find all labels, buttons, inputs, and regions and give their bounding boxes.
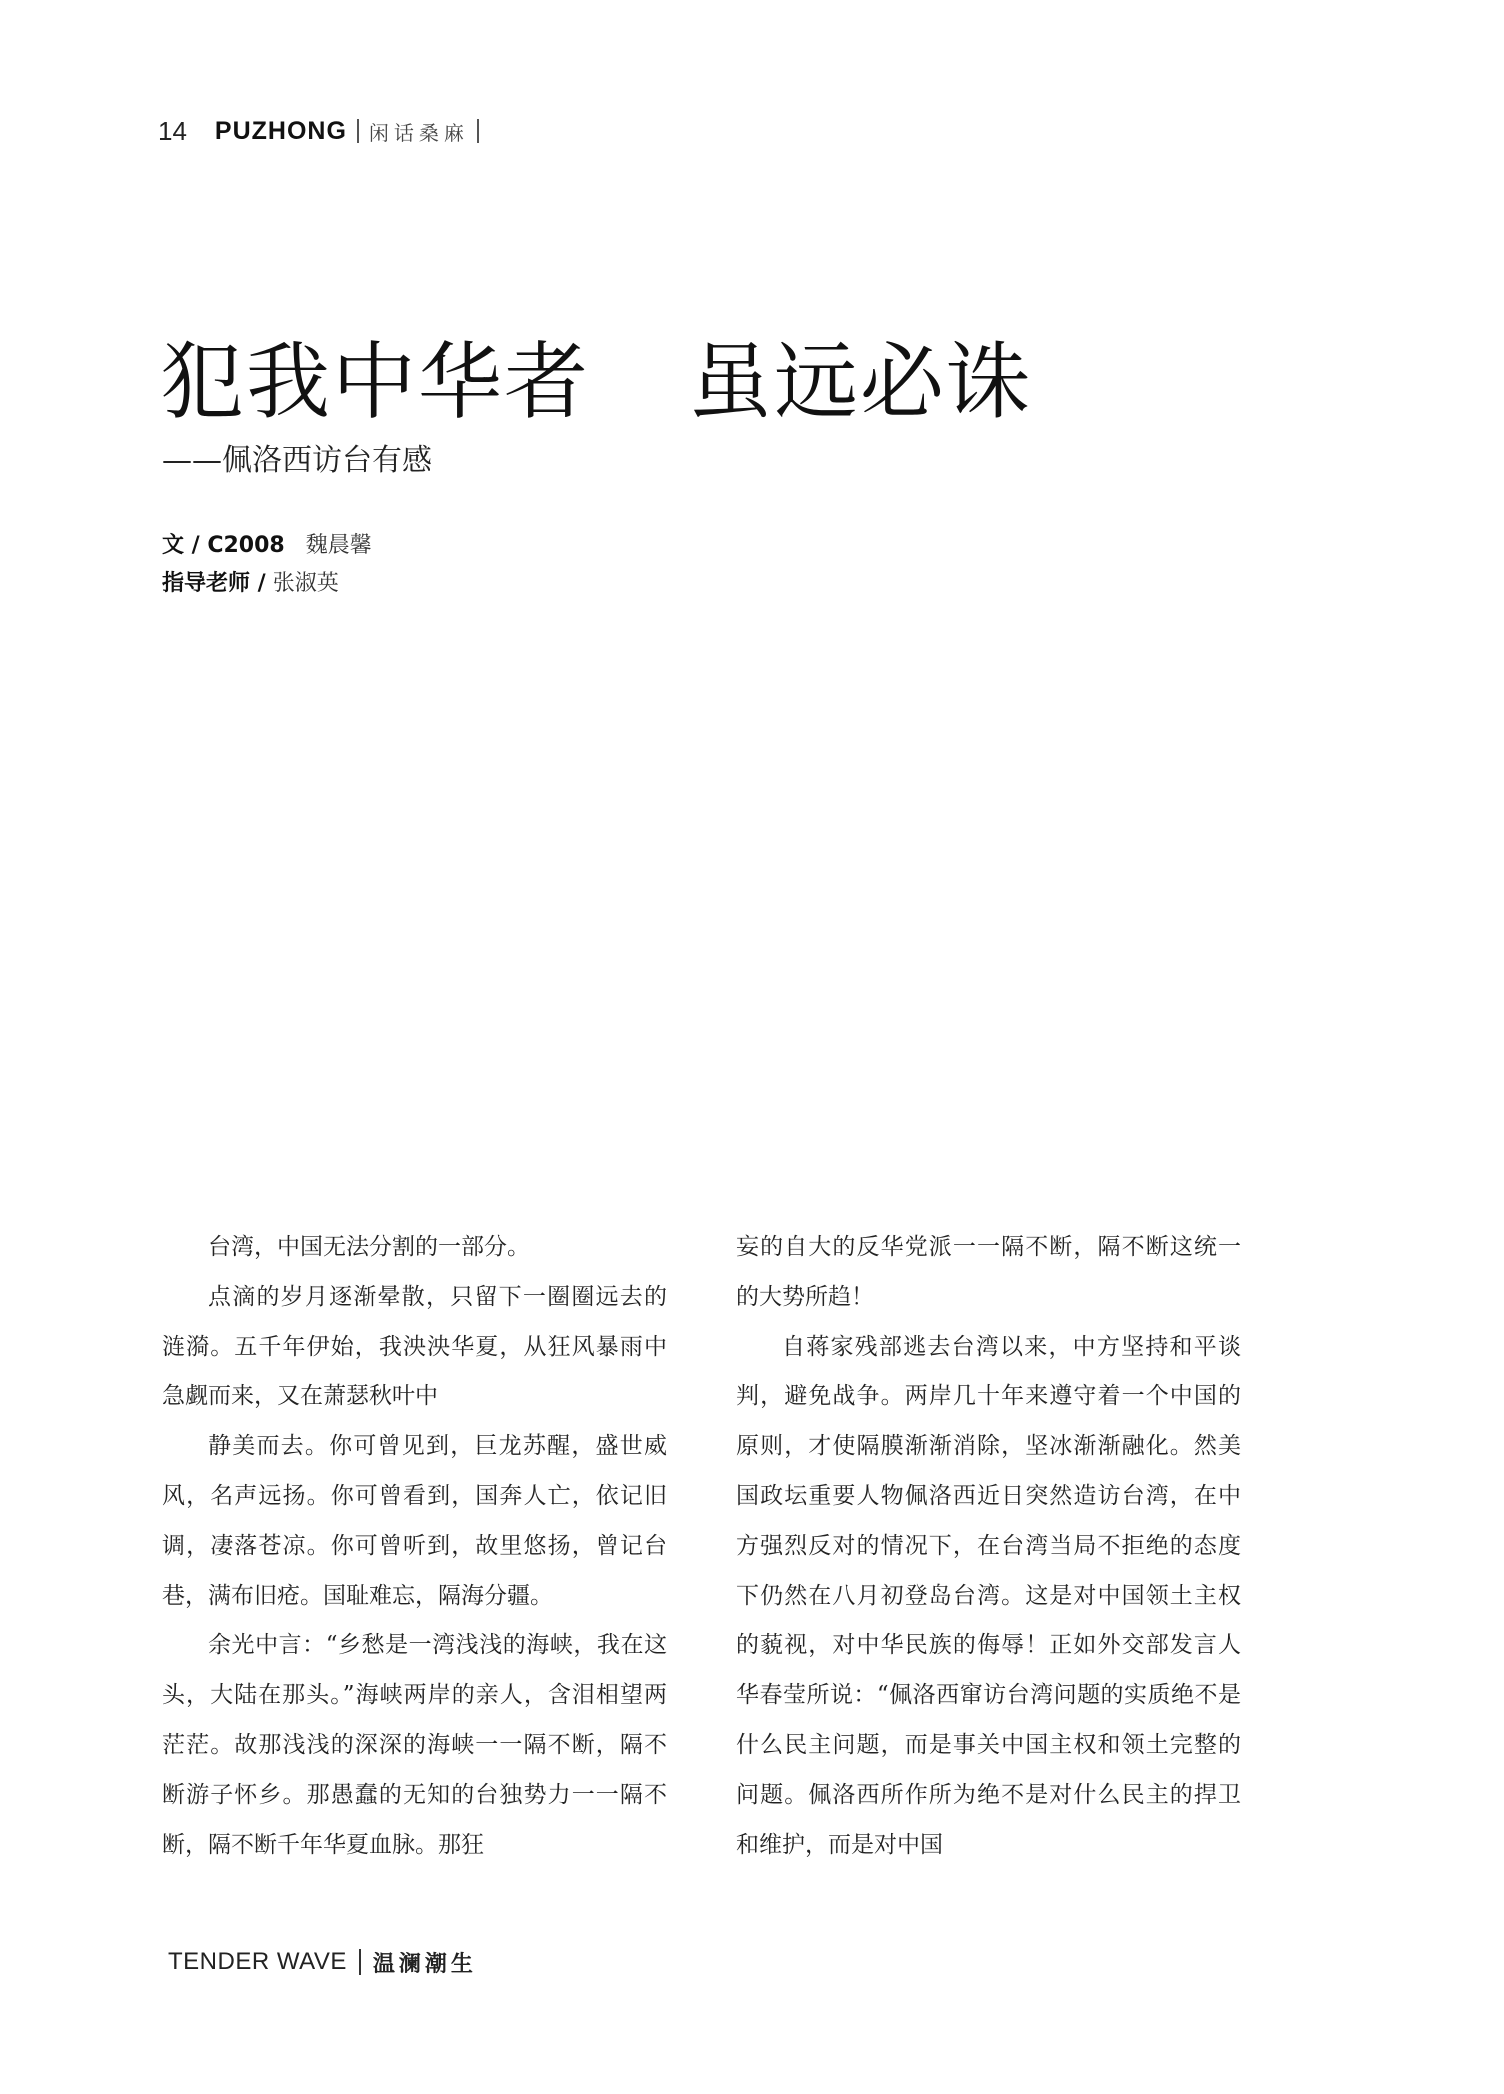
- author-line: [162, 527, 372, 565]
- author-name: 魏晨馨: [305, 533, 372, 558]
- magazine-brand: PUZHONG: [214, 116, 347, 145]
- paragraph: 妄的自大的反华党派一一隔不断，隔不断这统一的大势所趋！: [736, 1234, 1241, 1310]
- title-part-1: 犯我中华者: [160, 333, 591, 431]
- advisor-name: 张淑英: [272, 571, 339, 596]
- title-part-2: 虽远必诛: [688, 333, 1033, 431]
- advisor-line: [162, 565, 372, 603]
- article-subtitle: ——佩洛西访台有感: [162, 443, 432, 478]
- header-divider-left: [357, 119, 359, 143]
- page-number: 14: [158, 115, 187, 146]
- footer-chinese-title: 温澜潮生: [372, 1951, 477, 1977]
- paragraph: 点滴的岁月逐渐晕散，只留下一圈圈远去的涟漪。五千年伊始，我泱泱华夏，从狂风暴雨中急觑而来，又在萧瑟秋叶中: [162, 1283, 667, 1410]
- paragraph: 台湾，中国无法分割的一部分。: [208, 1234, 530, 1260]
- body-column-left: [162, 1223, 667, 1870]
- section-name: 闲话桑麻: [368, 120, 469, 145]
- header-divider-right: [477, 119, 479, 143]
- byline: [162, 527, 372, 603]
- author-label: 文 / C2008: [162, 533, 285, 558]
- footer-divider: [359, 1949, 361, 1975]
- paragraph: 余光中言：“乡愁是一湾浅浅的海峡，我在这头，大陆在那头。”海峡两岸的亲人，含泪相望两茫茫。故那浅浅的深深的海峡一一隔不断，隔不断游子怀乡。那愚蠢的无知的台独势力一一隔不断，隔不断千年华夏血脉。那狂: [162, 1632, 667, 1858]
- page-header: [158, 114, 479, 148]
- page-footer: [168, 1945, 477, 1979]
- article-title: [160, 332, 1032, 432]
- body-column-right: [736, 1223, 1241, 1870]
- footer-english-title: TENDER WAVE: [168, 1948, 347, 1975]
- paragraph: 静美而去。你可曾见到，巨龙苏醒，盛世威风，名声远扬。你可曾看到，国奔人亡，依记旧调，凄落苍凉。你可曾听到，故里悠扬，曾记台巷，满布旧疮。国耻难忘，隔海分疆。: [162, 1433, 667, 1609]
- paragraph: 自蒋家残部逃去台湾以来，中方坚持和平谈判，避免战争。两岸几十年来遵守着一个中国的原则，才使隔膜渐渐消除，坚冰渐渐融化。然美国政坛重要人物佩洛西近日突然造访台湾，在中方强烈反对的情况下，在台湾当局不拒绝的态度下仍然在八月初登岛台湾。这是对中国领土主权的藐视，对中华民族的侮辱！正如外交部发言人华春莹所说：“佩洛西窜访台湾问题的实质绝不是什么民主问题，而是事关中国主权和领土完整的问题。佩洛西所作所为绝不是对什么民主的捍卫和维护，而是对中国: [736, 1333, 1241, 1858]
- advisor-label: 指导老师 /: [162, 571, 266, 596]
